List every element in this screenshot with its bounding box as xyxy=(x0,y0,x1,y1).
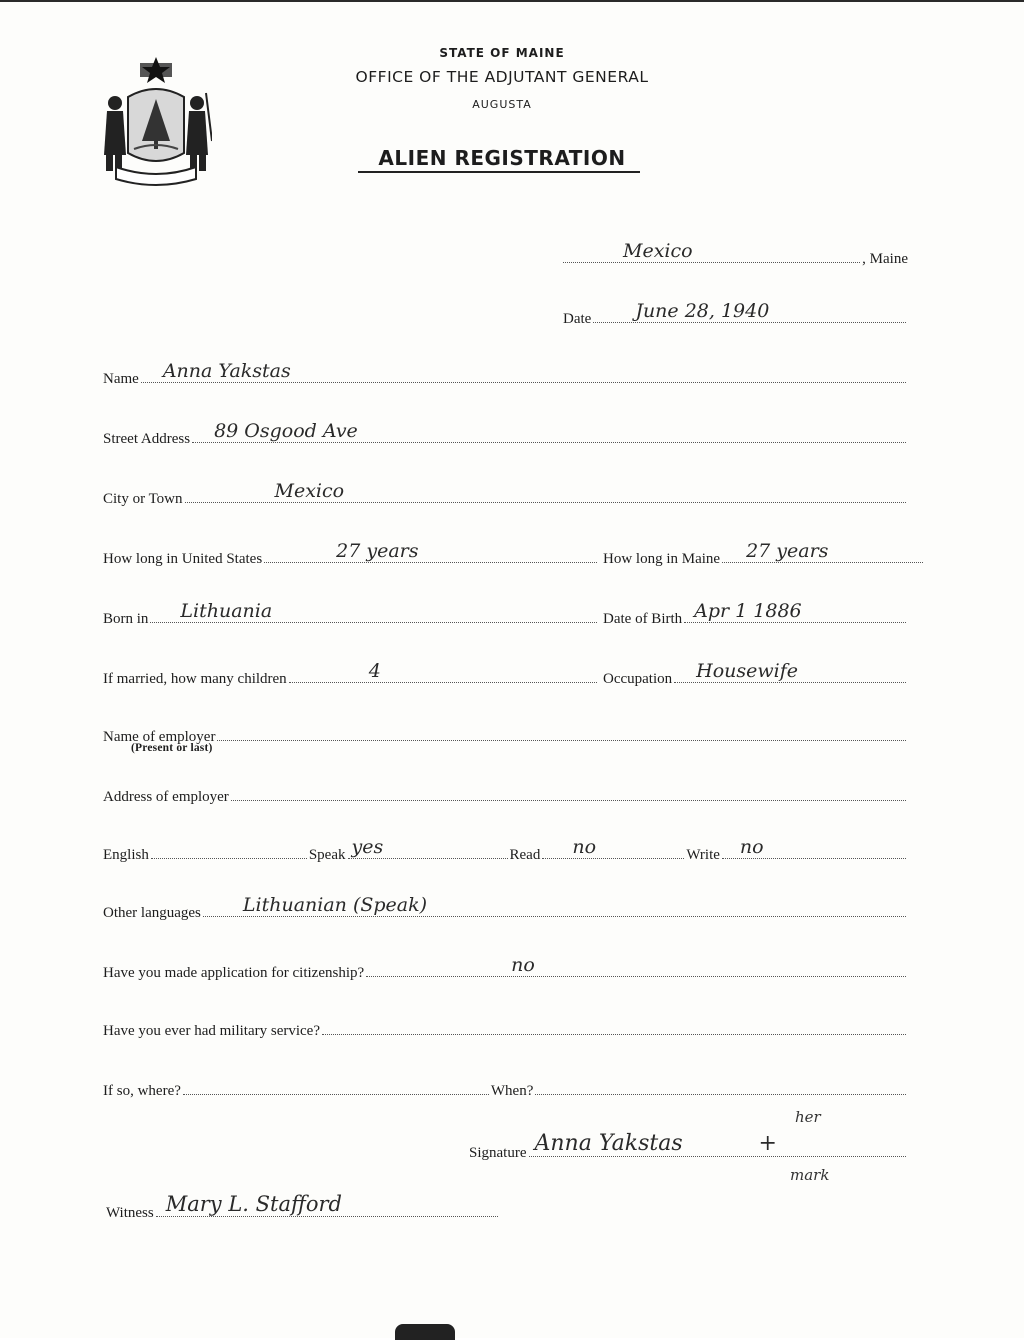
maine-label: , Maine xyxy=(862,251,908,267)
header-office: OFFICE OF THE ADJUTANT GENERAL xyxy=(355,68,649,86)
children-field[interactable] xyxy=(289,660,597,683)
employer-label: Name of employer xyxy=(103,729,216,745)
form-title: ALIEN REGISTRATION xyxy=(378,146,626,170)
header-state: STATE OF MAINE xyxy=(439,46,565,60)
town-value: Mexico xyxy=(623,240,693,262)
date-of-birth-field[interactable] xyxy=(684,600,906,623)
signature-row xyxy=(469,1131,908,1162)
signature-field[interactable] xyxy=(529,1131,907,1157)
speak-label: Speak xyxy=(308,847,346,863)
children-label: If married, how many children xyxy=(103,671,287,687)
how-long-us-field[interactable] xyxy=(264,540,597,563)
date-of-birth-row xyxy=(603,600,908,628)
when-label: When? xyxy=(490,1083,534,1099)
date-field[interactable] xyxy=(593,300,906,323)
employer-address-row xyxy=(103,786,908,806)
employer-sub-label: (Present or last) xyxy=(131,742,213,754)
date-of-birth-label: Date of Birth xyxy=(603,611,683,627)
citizenship-row xyxy=(103,954,908,982)
citizenship-field[interactable] xyxy=(366,954,906,977)
witness-value: Mary L. Stafford xyxy=(165,1192,342,1216)
employer-row xyxy=(103,726,908,746)
born-in-field[interactable] xyxy=(150,600,597,623)
employer-field[interactable] xyxy=(217,726,906,741)
town-row xyxy=(563,240,908,268)
citizenship-label: Have you made application for citizenship? xyxy=(103,965,365,981)
born-in-label: Born in xyxy=(103,611,149,627)
other-languages-label: Other languages xyxy=(103,905,201,921)
occupation-label: Occupation xyxy=(603,671,673,687)
signature-mark-note: mark xyxy=(790,1166,830,1184)
where-field[interactable] xyxy=(183,1080,489,1095)
city-field[interactable] xyxy=(185,480,906,503)
signature-label: Signature xyxy=(469,1145,527,1161)
name-label: Name xyxy=(103,371,139,387)
date-of-birth-value: Apr 1 1886 xyxy=(694,600,802,622)
date-label: Date xyxy=(563,311,592,327)
write-label: Write xyxy=(686,847,720,863)
city-row xyxy=(103,480,908,508)
where-label: If so, where? xyxy=(103,1083,181,1099)
children-value: 4 xyxy=(368,660,381,682)
read-value: no xyxy=(572,836,597,858)
street-value: 89 Osgood Ave xyxy=(214,420,358,442)
born-in-row xyxy=(103,600,599,628)
name-field[interactable] xyxy=(141,360,906,383)
street-row xyxy=(103,420,908,448)
military-field[interactable] xyxy=(322,1020,906,1035)
title-underline xyxy=(358,171,640,173)
where-when-row xyxy=(103,1080,908,1100)
date-row xyxy=(563,300,908,328)
speak-value: yes xyxy=(351,836,384,858)
name-row xyxy=(103,360,908,388)
military-row xyxy=(103,1020,908,1040)
english-row xyxy=(103,836,908,864)
occupation-value: Housewife xyxy=(696,660,798,682)
name-value: Anna Yakstas xyxy=(162,360,291,382)
how-long-maine-field[interactable] xyxy=(722,540,923,563)
witness-field[interactable] xyxy=(156,1192,498,1217)
signature-mark: + xyxy=(758,1131,777,1156)
how-long-maine-row xyxy=(603,540,925,568)
street-label: Street Address xyxy=(103,431,191,447)
write-value: no xyxy=(739,836,764,858)
occupation-row xyxy=(603,660,908,688)
date-value: June 28, 1940 xyxy=(635,300,770,322)
how-long-us-row xyxy=(103,540,599,568)
citizenship-value: no xyxy=(511,954,535,976)
witness-label: Witness xyxy=(106,1205,154,1221)
street-field[interactable] xyxy=(192,420,906,443)
how-long-us-label: How long in United States xyxy=(103,551,263,567)
children-row xyxy=(103,660,599,688)
how-long-maine-label: How long in Maine xyxy=(603,551,721,567)
employer-address-field[interactable] xyxy=(231,786,906,801)
read-field[interactable] xyxy=(542,836,684,859)
other-languages-field[interactable] xyxy=(203,894,906,917)
header-city: AUGUSTA xyxy=(472,98,532,111)
born-in-value: Lithuania xyxy=(180,600,273,622)
witness-row xyxy=(106,1192,500,1222)
how-long-us-value: 27 years xyxy=(336,540,419,562)
employer-address-label: Address of employer xyxy=(103,789,229,805)
military-label: Have you ever had military service? xyxy=(103,1023,320,1039)
signature-her-note: her xyxy=(795,1108,821,1126)
city-label: City or Town xyxy=(103,491,183,507)
occupation-field[interactable] xyxy=(674,660,906,683)
speak-field[interactable] xyxy=(348,836,508,859)
signature-value: Anna Yakstas xyxy=(534,1131,683,1156)
city-value: Mexico xyxy=(274,480,345,502)
other-languages-row xyxy=(103,894,908,922)
english-filler xyxy=(151,844,307,859)
how-long-maine-value: 27 years xyxy=(746,540,829,562)
town-field[interactable] xyxy=(563,240,860,263)
when-field[interactable] xyxy=(535,1080,906,1095)
read-label: Read xyxy=(509,847,541,863)
other-languages-value: Lithuanian (Speak) xyxy=(242,894,428,916)
write-field[interactable] xyxy=(722,836,906,859)
english-label: English xyxy=(103,847,149,863)
